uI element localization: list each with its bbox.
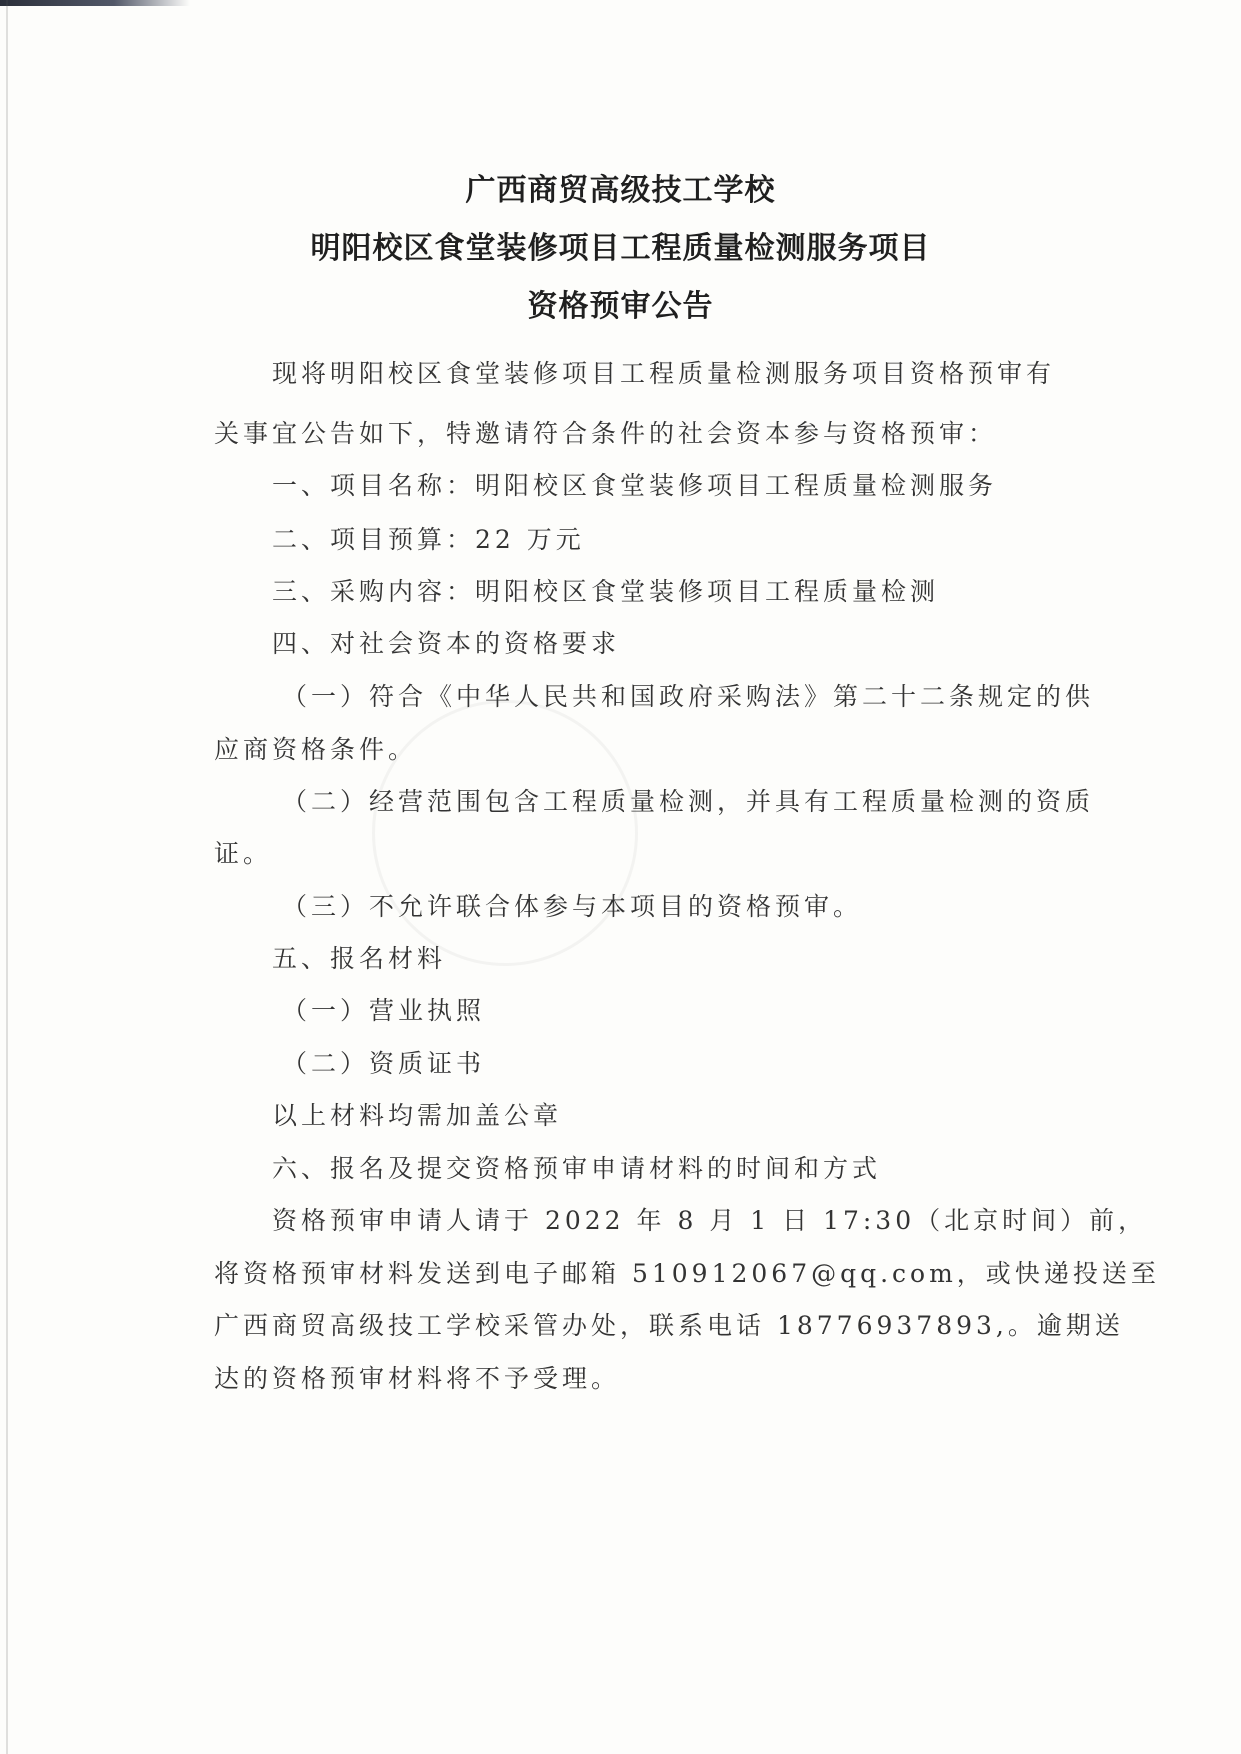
submission-line-4: 达的资格预审材料将不予受理。 [214, 1364, 621, 1393]
qualification-2-line-2: 证。 [214, 839, 273, 868]
section-procurement-content: 三、采购内容：明阳校区食堂装修项目工程质量检测 [272, 577, 940, 606]
qualification-1-line-1: （一）符合《中华人民共和国政府采购法》第二十二条规定的供 [282, 682, 1095, 711]
qualification-2-line-1: （二）经营范围包含工程质量检测，并具有工程质量检测的资质 [282, 787, 1095, 816]
title-school: 广西商贸高级技工学校 [465, 173, 776, 208]
submission-line-1: 资格预审申请人请于 2022 年 8 月 1 日 17:30（北京时间）前， [272, 1206, 1148, 1235]
section-project-name: 一、项目名称：明阳校区食堂装修项目工程质量检测服务 [272, 471, 998, 500]
materials-item-2: （二）资质证书 [282, 1049, 486, 1078]
title-project: 明阳校区食堂装修项目工程质量检测服务项目 [310, 231, 931, 266]
section-qualification-heading: 四、对社会资本的资格要求 [272, 629, 621, 658]
materials-item-1: （一）营业执照 [282, 996, 486, 1025]
materials-note: 以上材料均需加盖公章 [272, 1101, 563, 1130]
section-submission-heading: 六、报名及提交资格预审申请材料的时间和方式 [272, 1154, 882, 1183]
submission-line-3: 广西商贸高级技工学校采管办处，联系电话 18776937893,。逾期送 [214, 1311, 1124, 1340]
body-intro-line-2: 关事宜公告如下，特邀请符合条件的社会资本参与资格预审： [214, 419, 998, 448]
submission-line-2: 将资格预审材料发送到电子邮箱 510912067@qq.com，或快递投送至 [214, 1259, 1160, 1288]
qualification-1-line-2: 应商资格条件。 [214, 735, 418, 764]
qualification-3: （三）不允许联合体参与本项目的资格预审。 [282, 892, 863, 921]
section-materials-heading: 五、报名材料 [272, 944, 447, 973]
title-notice: 资格预审公告 [527, 289, 714, 324]
section-budget: 二、项目预算：22 万元 [272, 525, 585, 554]
body-intro-line-1: 现将明阳校区食堂装修项目工程质量检测服务项目资格预审有 [272, 359, 1056, 388]
scan-edge-mark [0, 0, 190, 6]
